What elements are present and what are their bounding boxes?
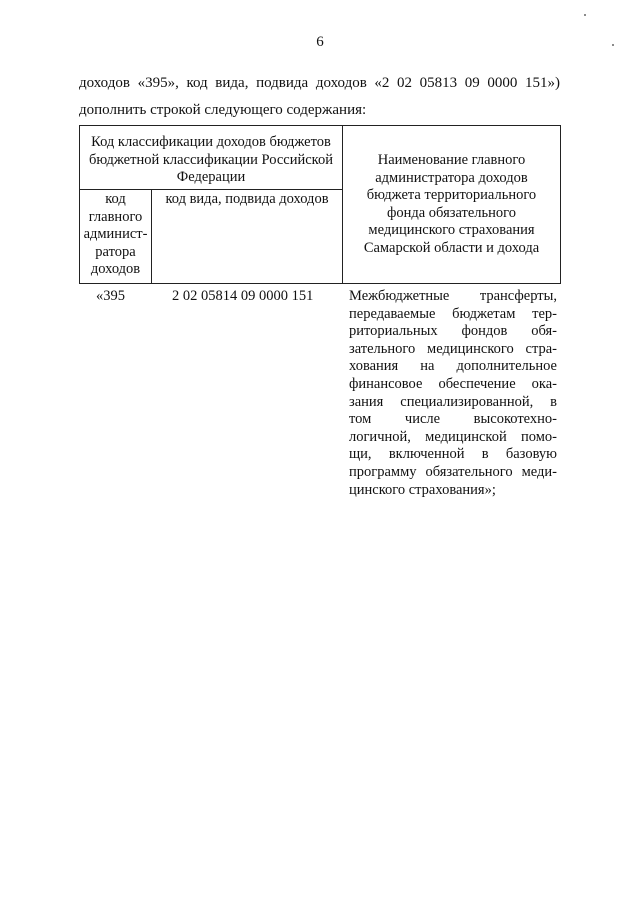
description-line: цинского страхования»; (349, 481, 496, 498)
intro-text-line-1: доходов «395», код вида, подвида доходов «2 02 05813 09 0000 151») (79, 75, 560, 91)
subheader-type-code: код вида, подвида доходов (152, 190, 343, 284)
subheader-admin-code: код главного админист-ратора доходов (80, 190, 152, 284)
description-line: передаваемые бюджетам тер- (349, 305, 557, 322)
description-line: логичной, медицинской помо- (349, 428, 557, 445)
header-administrator-name: Наименование главного администратора доходов бюджета территориального фонда обязательного медицинского страхования Самарской области и дохода (343, 126, 561, 284)
description-line: хования на дополнительное (349, 358, 557, 375)
scan-speck (584, 14, 586, 16)
row-income-code: 2 02 05814 09 0000 151 (172, 288, 314, 304)
page-number: 6 (316, 34, 324, 50)
description-line: риториальных фондов обя- (349, 323, 557, 340)
classification-table (79, 125, 561, 284)
description-line: том числе высокотехно- (349, 411, 557, 428)
description-line: финансовое обеспечение ока- (349, 375, 557, 392)
description-line: зания специализированной, в (349, 393, 557, 410)
header-classification-code: Код классификации доходов бюджетов бюджетной классификации Российской Федерации (80, 126, 343, 190)
description-line: Межбюджетные трансферты, (349, 288, 557, 304)
scan-speck (612, 44, 614, 46)
description-line: программу обязательного меди- (349, 463, 557, 480)
row-admin-code: «395 (96, 288, 125, 304)
description-line: зательного медицинского стра- (349, 340, 557, 357)
description-line: щи, включенной в базовую (349, 446, 557, 463)
row-description (349, 288, 557, 499)
table-header-row (80, 126, 561, 190)
intro-text-line-2: дополнить строкой следующего содержания: (79, 102, 367, 118)
